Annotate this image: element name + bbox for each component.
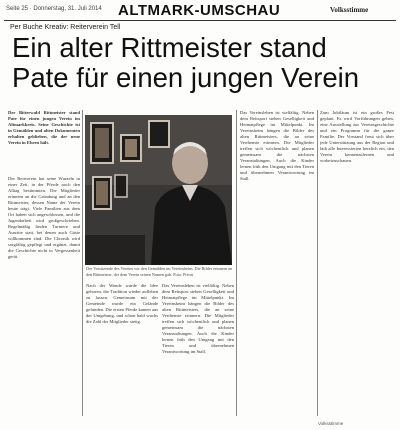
article-headline [12, 33, 392, 93]
intro-text: Der Bitterwald Rittmeister stand Pate für einen jungen Verein im Altmarkkreis. Seine Geschichte ist in Gemälden und alten Dokumenten erhalten geblieben, die der neue Verein in Ehren hält. [8, 110, 80, 145]
headline-line-2: Pate für einen jungen Verein [12, 62, 360, 93]
article-column-2: Nach der Wende wurde die Idee geboren, die Tradition wieder aufleben zu lassen. Gemeinsam mit der Gemeinde wurde ein Gelände gefunden. Die ersten Pferde kamen aus der Umgebung, und schon bald wuchs die Zahl der Mitglieder stetig. [86, 283, 158, 324]
article-column-3: Das Vereinsleben ist vielfältig. Neben dem Reitsport stehen Geselligkeit und Heimatpflege im Mittelpunkt. Im Vereinsheim hängen die Bilder des alten Rittmeisters, die an seine Verdienste erinnern. Die Mitglieder treffen sich wöchentlich und planen gemeinsam die nächsten Veranstaltungen. Auch die Kinder lernen früh den Umgang mit den Tieren und übernehmen Verantwortung im Stall. [240, 110, 314, 181]
header-date-line: Seite 25 · Donnerstag, 31. Juli 2014 [6, 6, 102, 12]
article-column-1: Der Reitverein hat seine Wurzeln in einer Zeit, in der Pferde noch den Alltag bestimmten. Die Mitglieder erinnern an die Gründung und an den Rittmeister, dessen Name der Verein heute trägt. Viele Familien aus dem Ort haben sich angeschlossen, und die Jugendarbeit wird großgeschrieben. Regelmäßig finden Turniere und Ausritte statt, bei denen auch Gäste willkommen sind. Die Chronik wird sorgfältig gepflegt und ergänzt, damit die Geschichte nicht in Vergessenheit gerät. [8, 176, 80, 259]
newspaper-brand: Volksstimme [330, 6, 369, 14]
article-column-2b: Das Vereinsleben ist vielfältig. Neben dem Reitsport stehen Geselligkeit und Heimatpflege im Mittelpunkt. Im Vereinsheim hängen die Bilder des alten Rittmeisters, die an seine Verdienste erinnern. Die Mitglieder treffen sich wöchentlich und planen gemeinsam die nächsten Veranstaltungen. Auch die Kinder lernen früh den Umgang mit den Tieren und übernehmen Verantwortung im Stall. [162, 283, 234, 354]
article-kicker: Per Buche Kreativ: Reiterverein Tell [10, 24, 121, 31]
column-divider [82, 110, 83, 416]
header-rule [4, 20, 396, 21]
article-intro [8, 110, 80, 172]
page-footer: Volksstimme [318, 421, 344, 426]
column-divider-2 [236, 110, 237, 416]
article-photo [85, 115, 232, 265]
article-column-4: Zum Jubiläum ist ein großes Fest geplant. Es wird Vorführungen geben, eine Ausstellung zur Vereinsgeschichte und ein Programm für die ganze Familie. Der Vorstand freut sich über jede Unterstützung aus der Region und lädt alle Interessierten herzlich ein, den Verein kennenzulernen und vorbeizuschauen. [320, 110, 394, 163]
headline-line-1: Ein alter Rittmeister stand [12, 32, 327, 63]
section-title: ALTMARK-UMSCHAU [118, 2, 281, 19]
photo-illustration [85, 115, 232, 265]
column-divider-3 [317, 110, 318, 416]
photo-caption: Der Vorsitzende des Vereins vor den Gemälden im Vereinsheim. Die Bilder erinnern an den Rittmeister, der dem Verein seinen Namen gab. Foto: Privat [86, 266, 233, 277]
